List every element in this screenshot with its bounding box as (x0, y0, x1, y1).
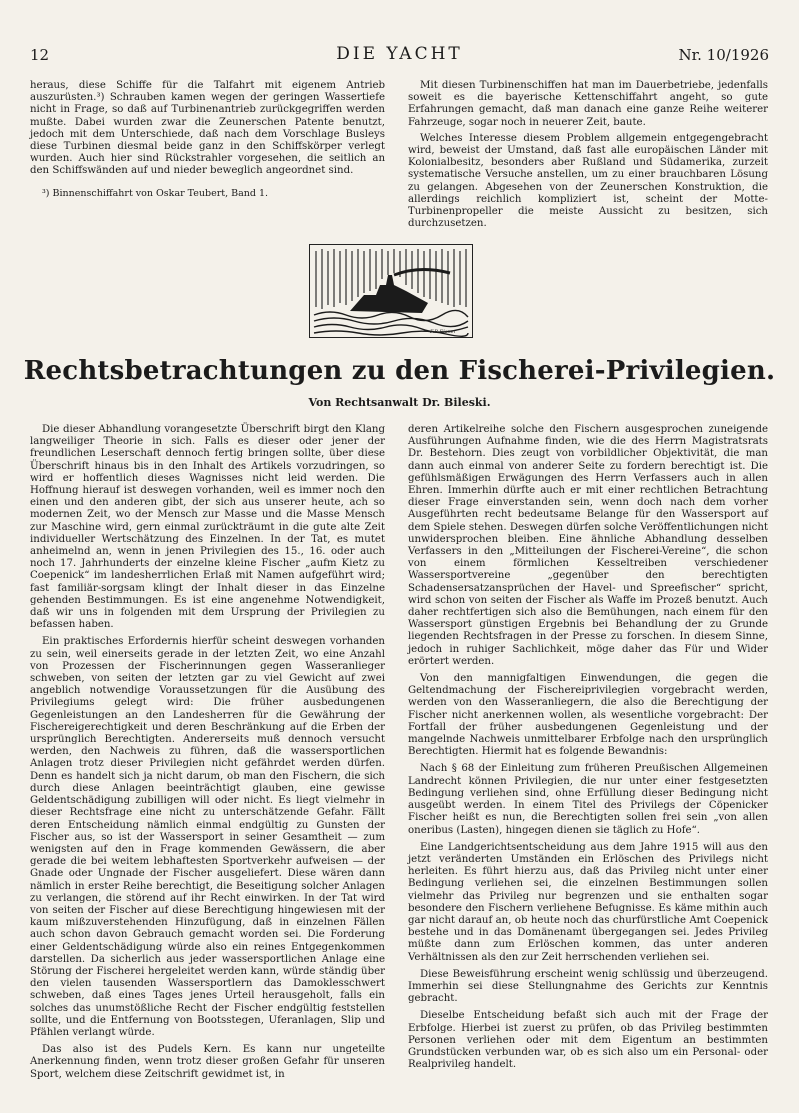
issue-number: Nr. 10/1926 (678, 46, 769, 64)
top-right-column (408, 80, 768, 234)
steamship-woodcut-icon (310, 245, 472, 337)
paragraph: Eine Landgerichtsentscheidung aus dem Jahre 1915 will aus den jetzt veränderten Umständen ein Erlöschen des Privilegs nicht herleiten. Es führt hierzu aus, daß das Privileg nicht unter einer Bedingung verliehen sei, die einzelnen Bestimmungen sollen vielmehr das Privileg nur begrenzen und sie enthalten sogar besondere den Fischern verliehene Befugnisse. Es käme mithin auch gar nicht darauf an, ob heute noch das churfürstliche Amt Coepenick bestehe und in das Domänenamt übergegangen sei. Jedes Privileg müßte dann zum Erlöschen kommen, das unter anderen Verhältnissen als den zur Zeit herrschenden verliehen sei. (408, 841, 768, 963)
paragraph: Welches Interesse diesem Problem allgemein entgegengebracht wird, beweist der Umstand, daß fast alle europäischen Länder mit Kolonialbesitz, besonders aber Rußland und Südamerika, zurzeit systematische Versuche anstellen, um zu einer brauchbaren Lösung zu gelangen. Abgesehen von der Zeunerschen Konstruktion, die allerdings reichlich kompliziert ist, scheint der Motte-Turbinenpropeller die meiste Aussicht zu besitzen, sich durchzusetzen. (408, 132, 768, 230)
magazine-title: DIE YACHT (336, 44, 463, 64)
paragraph: Diese Beweisführung erscheint wenig schlüssig und überzeugend. Immerhin sei diese Stellungnahme des Gerichts zur Kenntnis gebracht. (408, 968, 768, 1005)
paragraph: Die dieser Abhandlung vorangesetzte Überschrift birgt den Klang langweiliger Theorie in sich. Falls es dieser oder jener der freundlichen Leserschaft dennoch fertig bringen sollte, über diese Überschrift hinaus bis in den Inhalt des Artikels vorzudringen, so wird er hoffentlich dieses Wagnisses nicht leid werden. Die Hoffnung hierauf ist deswegen vorhanden, weil es immer noch den einen und den anderen gibt, der sich aus unserer heute, ach so modernen Zeit, wo der Mensch zur Masse und die Masse Mensch zur Maschine wird, gern einmal zurückträumt in die gute alte Zeit individueller Wertschätzung des Einzelnen. In der Tat, es mutet anheimelnd an, wenn in jenen Privilegien des 15., 16. oder auch noch 17. Jahrhunderts der einzelne kleine Fischer „aufm Kietz zu Coepenick“ im landesherrlichen Erlaß mit Namen aufgeführt wird; fast familiär-sorgsam klingt der Inhalt dieser in das Einzelne gehenden Bestimmungen. Es ist eine angenehme Notwendigkeit, daß wir uns in folgenden mit dem Ursprung der Privilegien zu befassen haben. (30, 424, 385, 631)
paragraph: Nach § 68 der Einleitung zum früheren Preußischen Allgemeinen Landrecht können Privilegien, die nur unter einer festgesetzten Bedingung verliehen sind, ohne Erfüllung dieser Bedingung nicht ausgeübt werden. In einem Titel des Privilegs der Cöpenicker Fischer heißt es nun, die Berechtigten sollen frei sein „von allen oneribus (Lasten), hingegen dienen sie täglich zu Hofe“. (408, 763, 768, 836)
steamship-illustration (309, 244, 473, 338)
page-number: 12 (30, 46, 50, 64)
paragraph: Das also ist des Pudels Kern. Es kann nur ungeteilte Anerkennung finden, wenn trotz dieser großen Gefahr für unseren Sport, welchem diese Zeitschrift gewidmet ist, in (30, 1044, 385, 1080)
paragraph: deren Artikelreihe solche den Fischern ausgesprochen zuneigende Ausführungen Aufnahme finden, wie die des Herrn Magistratsrats Dr. Bestehorn. Dies zeugt von vorbildlicher Objektivität, die man dann auch einmal von anderer Seite zu fordern berechtigt ist. Die gefühlsmäßigen Erwägungen des Herrn Verfassers auch in allen Ehren. Immerhin dürfte auch er mit einer rechtlichen Betrachtung dieser Frage einverstanden sein, wenn doch nach dem vorher Ausgeführten recht bedeutsame Belange für den Wassersport auf dem Spiele stehen. Deswegen dürfen solche Veröffentlichungen nicht unwidersprochen bleiben. Eine ähnliche Abhandlung desselben Verfassers in den „Mitteilungen der Fischerei-Vereine“, die schon von einem förmlichen Kesseltreiben verschiedener Wassersportvereine „gegenüber den berechtigten Schadensersatzansprüchen der Havel- und Spreefischer“ spricht, wird schon von seiten der Fischer als Waffe im Prozeß benutzt. Auch daher rechtfertigen sich also die Bemühungen, nach einem für den Wassersport günstigen Ergebnis bei Behandlung der zu Grunde liegenden Rechtsfragen in der Presse zu forschen. In diesem Sinne, jedoch in ruhiger Sachlichkeit, möge daher das Für und Wider erörtert werden. (408, 424, 768, 667)
article-byline: Von Rechtsanwalt Dr. Bileski. (308, 396, 491, 409)
illustration-signature: F.R.Eisner (430, 329, 457, 335)
paragraph: Mit diesen Turbinenschiffen hat man im Dauerbetriebe, jedenfalls soweit es die bayerische Kettenschiffahrt angeht, so gute Erfahrungen gemacht, daß man danach eine ganze Reihe weiterer Fahrzeuge, sogar noch in neuerer Zeit, baute. (408, 80, 768, 128)
article-title: Rechtsbetrachtungen zu den Fischerei-Privilegien. (23, 356, 776, 386)
footnote: ³) Binnenschiffahrt von Oskar Teubert, Band 1. (42, 187, 269, 199)
paragraph: Ein praktisches Erfordernis hierfür scheint deswegen vorhanden zu sein, weil einerseits gerade in der letzten Zeit, wo eine Anzahl von Prozessen der Fischerinnungen gegen Wasseranlieger schweben, von seiten der letzten gar zu viel Gewicht auf zwei angeblich notwendige Voraussetzungen für die Ausübung des Privilegiums gelegt wird: Die früher ausbedungenen Gegenleistungen an den Landesherren für die Gewährung der Fischereigerechtigkeit und deren Beschränkung auf die Erben der ursprünglich Berechtigten. Andererseits muß dennoch versucht werden, den Nachweis zu führen, daß die wassersportlichen Anlagen trotz dieser Privilegien nicht gefährdet werden dürfen. Denn es handelt sich ja nicht darum, ob man den Fischern, die sich durch diese Anlagen beeinträchtigt glauben, eine gewisse Geldentschädigung zubilligen will oder nicht. Es liegt vielmehr in dieser Rechtsfrage eine nicht zu unterschätzende Gefahr. Fällt deren Entscheidung nämlich einmal endgültig zu Gunsten der Fischer aus, so ist der Wassersport in seiner Gesamtheit — zum wenigsten auf den in Frage kommenden Gewässern, die aber gerade die bei weitem lebhaftesten Sportverkehr aufweisen — der Gnade oder Ungnade der Fischer ausgeliefert. Diese wären dann nämlich in erster Reihe berechtigt, die Beseitigung solcher Anlagen zu verlangen, die störend auf ihr Recht einwirken. In der Tat wird von seiten der Fischer auf diese Berechtigung hingewiesen mit der kaum mißzuverstehenden Hinzufügung, daß in einzelnen Fällen auch schon davon Gebrauch gemacht worden sei. Die Forderung einer Geldentschädigung würde also ein reines Entgegenkommen darstellen. Da sicherlich aus jeder wassersportlichen Anlage eine Störung der Fischerei hergeleitet werden kann, würde ständig über den vielen tausenden Wassersportlern das Damoklesschwert schweben, daß eines Tages jenes Urteil herausgeholt, falls ein solches das unumstößliche Recht der Fischer endgültig feststellen sollte, und die Entfernung von Bootsstegen, Uferanlagen, Slip und Pfählen verlangt würde. (30, 636, 385, 1038)
top-left-column (30, 80, 385, 204)
article-right-column (408, 424, 768, 1076)
paragraph: Dieselbe Entscheidung befaßt sich auch mit der Frage der Erbfolge. Hierbei ist zuerst zu prüfen, ob das Privileg bestimmten Personen verliehen oder mit dem Eigentum an bestimmten Grundstücken verbunden war, ob es sich also um ein Personal- oder Realprivileg handelt. (408, 1010, 768, 1071)
article-left-column (30, 424, 385, 1086)
paragraph: Von den mannigfaltigen Einwendungen, die gegen die Geltendmachung der Fischereiprivilegien vorgebracht werden, werden von den Wasseranliegern, die also die Berechtigung der Fischer nicht anerkennen wollen, als wesentliche vorgebracht: Der Fortfall der früher ausbedungenen Gegenleistung und der mangelnde Nachweis unmittelbarer Erbfolge nach den ursprünglich Berechtigten. Hiermit hat es folgende Bewandnis: (408, 673, 768, 758)
paragraph: heraus, diese Schiffe für die Talfahrt mit eigenem Antrieb auszurüsten.³) Schrauben kamen wegen der geringen Wassertiefe nicht in Frage, so daß auf Turbinenantrieb zurückgegriffen werden mußte. Dabei wurden zwar die Zeunerschen Patente benutzt, jedoch mit dem Unterschiede, daß nach dem Vorschlage Busleys diese Turbinen diesmal beide ganz in den Schiffskörper verlegt wurden. Auch hier sind Rückstrahler vorgesehen, die seitlich an den Schiffswänden auf und nieder beweglich angeordnet sind. (30, 80, 385, 177)
